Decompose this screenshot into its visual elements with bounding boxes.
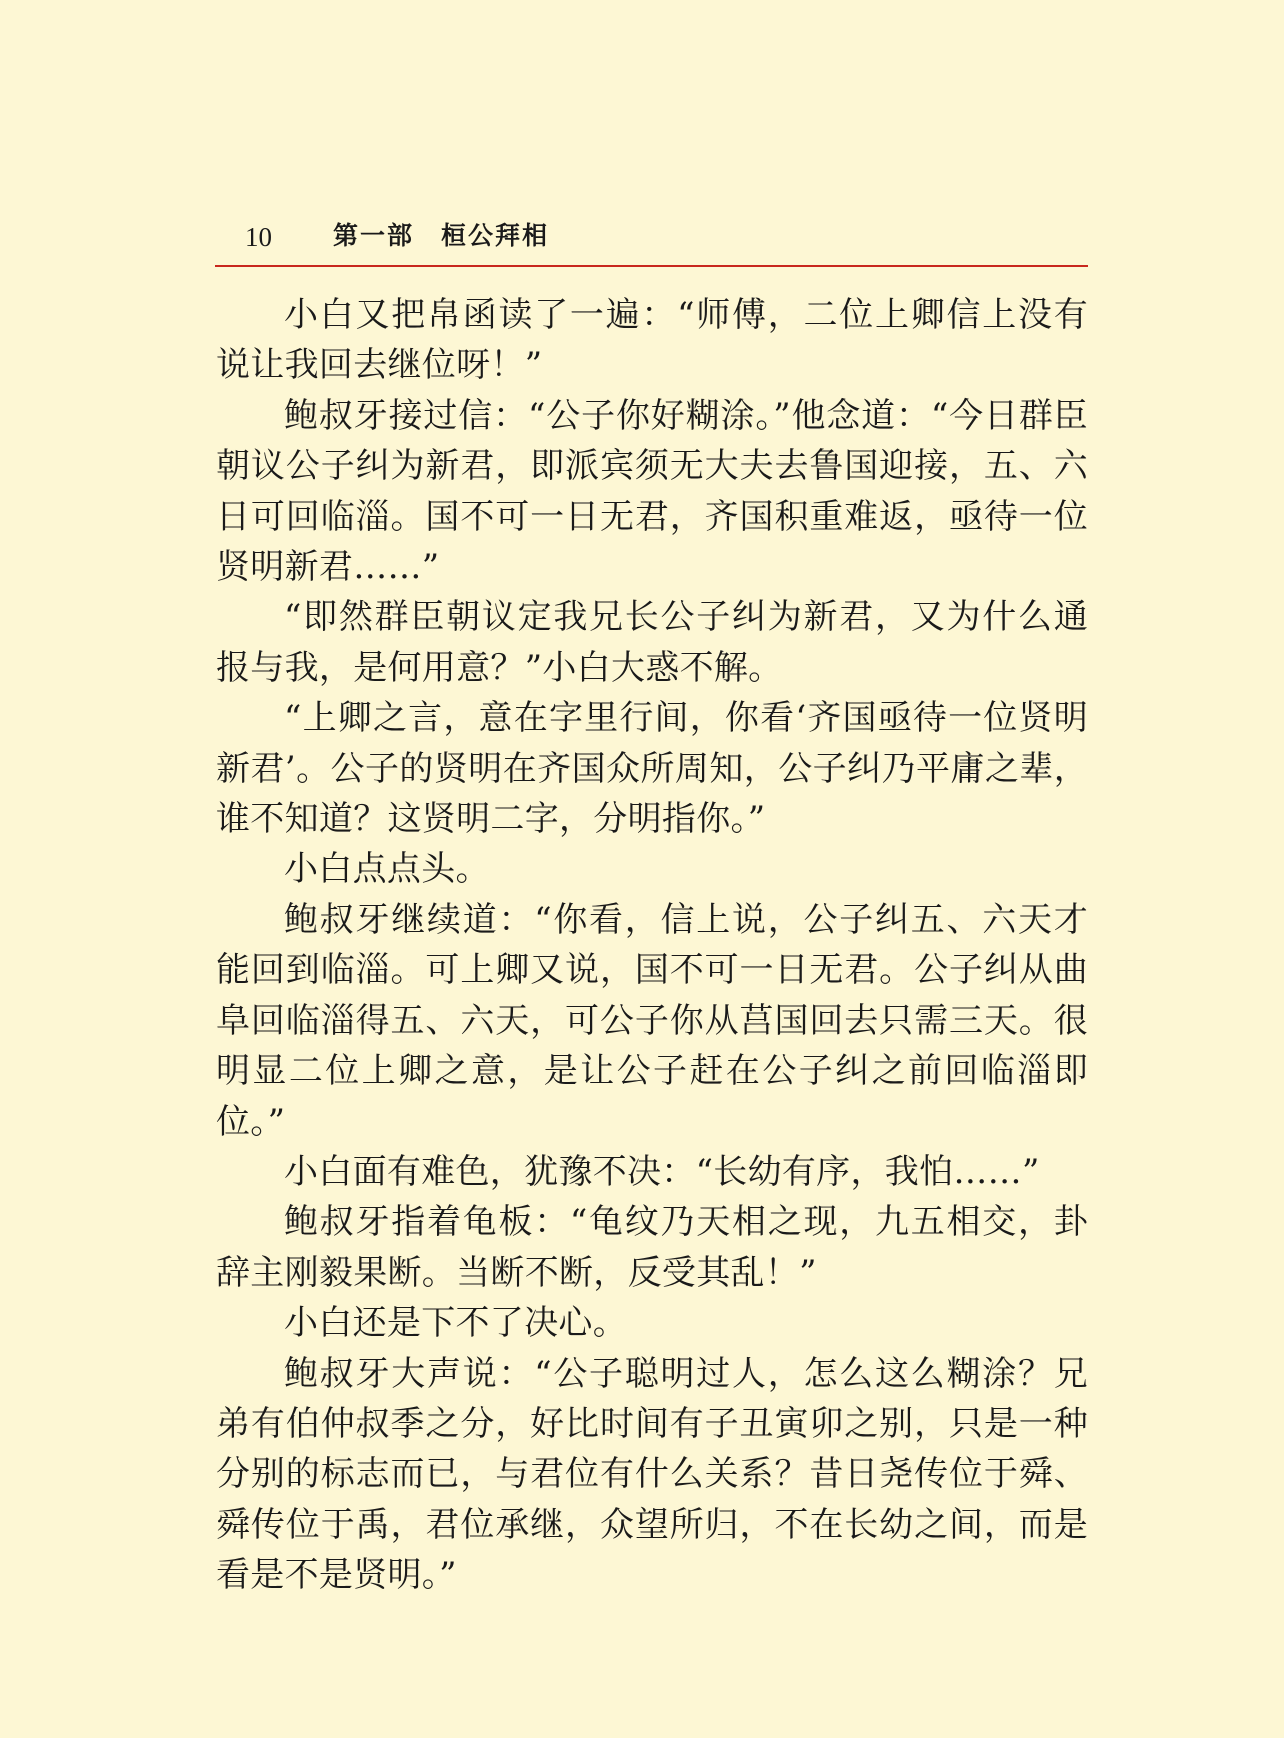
header-rule [215, 265, 1088, 267]
paragraph: “即然群臣朝议定我兄长公子纠为新君，又为什么通报与我，是何用意？”小白大惑不解。 [216, 597, 1088, 688]
body-text [216, 290, 1088, 1601]
paragraph: “上卿之言，意在字里行间，你看‘齐国亟待一位贤明新君’。公子的贤明在齐国众所周知，公子纠乃平庸之辈，谁不知道？这贤明二字，分明指你。” [216, 698, 1088, 840]
paragraph: 鲍叔牙继续道：“你看，信上说，公子纠五、六天才能回到临淄。可上卿又说，国不可一日无君。公子纠从曲阜回临淄得五、六天，可公子你从莒国回去只需三天。很明显二位上卿之意，是让公子赶在公子纠之前回临淄即位。” [216, 899, 1088, 1142]
page-number: 10 [245, 222, 272, 252]
paragraph: 小白面有难色，犹豫不决：“长幼有序，我怕……” [284, 1151, 1040, 1192]
running-title: 第一部 桓公拜相 [333, 221, 550, 250]
paragraph: 小白点点头。 [284, 849, 490, 890]
paragraph: 鲍叔牙大声说：“公子聪明过人，怎么这么糊涂？兄弟有伯仲叔季之分，好比时间有子丑寅卯之别，只是一种分别的标志而已，与君位有什么关系？昔日尧传位于舜、舜传位于禹，君位承继，众望所归，不在长幼之间，而是看是不是贤明。” [216, 1353, 1088, 1596]
paragraph: 鲍叔牙指着龟板：“龟纹乃天相之现，九五相交，卦辞主刚毅果断。当断不断，反受其乱！” [216, 1202, 1088, 1293]
paragraph: 小白又把帛函读了一遍：“师傅，二位上卿信上没有说让我回去继位呀！” [216, 295, 1088, 386]
page-header [215, 218, 1088, 258]
paragraph: 鲍叔牙接过信：“公子你好糊涂。”他念道：“今日群臣朝议公子纠为新君，即派宾须无大夫去鲁国迎接，五、六日可回临淄。国不可一日无君，齐国积重难返，亟待一位贤明新君……” [216, 395, 1088, 588]
paragraph: 小白还是下不了决心。 [284, 1303, 627, 1344]
